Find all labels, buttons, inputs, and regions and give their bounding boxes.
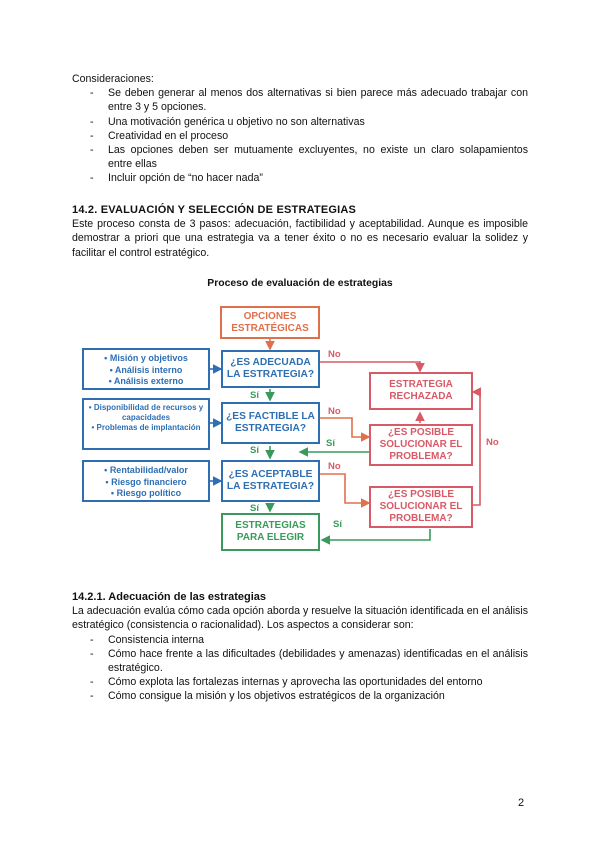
list-item [84, 423, 208, 433]
options-box: OPCIONES ESTRATÉGICAS [220, 306, 320, 339]
list-item-text: Riesgo político [116, 488, 182, 498]
bullet-mark: - [90, 87, 94, 100]
list-item-text: Cómo explota las fortalezas internas y aprovecha las oportunidades del entorno [108, 676, 483, 689]
arrow-no-3 [320, 474, 369, 503]
list-item-text: Una motivación genérica u objetivo no son alternativas [108, 115, 365, 128]
label-yes-1: Sí [250, 390, 259, 401]
bullet-mark: - [90, 647, 94, 660]
solve-problem-box-2: ¿ES POSIBLE SOLUCIONAR EL PROBLEMA? [369, 486, 473, 528]
section-paragraph: La adecuación evalúa cómo cada opción aborda y resuelve la situación identificada en el análisis estratégico (consistencia o racionalidad). Los aspectos a considerar son: [72, 605, 528, 632]
arrow-no-2 [320, 418, 369, 437]
bullet-mark: • [110, 488, 115, 498]
list-item [84, 465, 208, 477]
list-item-text: Incluir opción de “no hacer nada” [108, 172, 263, 185]
list-item-text: Rentabilidad/valor [109, 465, 188, 475]
bullet-mark: - [90, 144, 94, 157]
page-number: 2 [518, 797, 525, 809]
feasible-question-box: ¿ES FACTIBLE LA ESTRATEGIA? [221, 402, 320, 444]
bullet-mark: - [90, 690, 94, 703]
bullet-mark: • [104, 465, 108, 475]
bullet-mark: • [104, 353, 108, 363]
list-item [72, 647, 528, 675]
list-item [84, 353, 208, 365]
bullet-mark: - [90, 129, 94, 142]
result-box: ESTRATEGIAS PARA ELEGIR [221, 513, 320, 551]
list-item-text: Las opciones deben ser mutuamente excluyentes, no existe un claro solapamientos entre ellas [108, 144, 528, 171]
list-item [84, 477, 208, 489]
list-item [84, 403, 208, 423]
list-item-text: Consistencia interna [108, 633, 204, 646]
section-paragraph: Este proceso consta de 3 pasos: adecuación, factibilidad y aceptabilidad. Aunque es imposible demostrar a priori que una estrategia va a tener éxito o no es necesario evaluar la solidez y facilitar el control estratégico. [72, 218, 528, 259]
list-item-text: Se deben generar al menos dos alternativas si bien parece más adecuado trabajar con entre 3 y 5 opciones. [108, 87, 528, 114]
diagram-title: Proceso de evaluación de estrategias [207, 278, 393, 289]
considerations-title: Consideraciones: [72, 73, 154, 85]
solve-problem-box-1: ¿ES POSIBLE SOLUCIONAR EL PROBLEMA? [369, 424, 473, 466]
adequate-question-box: ¿ES ADECUADA LA ESTRATEGIA? [221, 350, 320, 388]
list-item [84, 365, 208, 377]
list-item-text: Disponibilidad de recursos y capacidades [93, 403, 204, 422]
list-item-text: Cómo consigue la misión y los objetivos estratégicos de la organización [108, 690, 445, 703]
bullet-mark: - [90, 676, 94, 689]
bullet-mark: - [90, 633, 94, 646]
list-item-text: Análisis externo [113, 376, 184, 386]
rejected-box: ESTRATEGIA RECHAZADA [369, 372, 473, 410]
bullet-mark: • [109, 364, 113, 375]
list-item [72, 633, 528, 647]
side-box-adequacy [82, 348, 210, 390]
label-no-loop: No [486, 437, 499, 448]
label-yes-solve2: Sí [333, 519, 342, 530]
bullet-mark: • [108, 376, 112, 386]
section-heading: 14.2. EVALUACIÓN Y SELECCIÓN DE ESTRATEGIAS [72, 204, 357, 216]
bullet-mark: - [90, 115, 94, 128]
adequacy-aspects-list [72, 633, 528, 704]
list-item [72, 675, 528, 689]
section-heading: 14.2.1. Adecuación de las estrategias [72, 591, 267, 603]
section-14-2-1 [72, 590, 528, 704]
list-item [84, 488, 208, 500]
bullet-mark: - [90, 172, 94, 185]
side-box-acceptability [82, 460, 210, 502]
list-item-text: Riesgo financiero [111, 476, 187, 487]
list-item [84, 376, 208, 388]
label-yes-solve1: Sí [326, 438, 335, 449]
bullet-mark: • [105, 476, 109, 487]
label-no-2: No [328, 406, 341, 417]
label-yes-3: Sí [250, 503, 259, 514]
label-no-1: No [328, 349, 341, 360]
list-item-text: Problemas de implantación [96, 423, 201, 432]
label-yes-2: Sí [250, 445, 259, 456]
bullet-mark: • [88, 403, 92, 412]
arrow-no-1 [320, 362, 420, 371]
acceptable-question-box: ¿ES ACEPTABLE LA ESTRATEGIA? [221, 460, 320, 502]
side-box-feasibility [82, 398, 210, 450]
label-no-3: No [328, 461, 341, 472]
list-item-text: Creatividad en el proceso [108, 129, 229, 142]
list-item-text: Cómo hace frente a las dificultades (debilidades y amenazas) identificadas en el análisis estratégico. [108, 647, 528, 675]
list-item [72, 689, 528, 703]
bullet-mark: • [91, 423, 95, 432]
list-item-text: Análisis interno [114, 364, 183, 375]
list-item-text: Misión y objetivos [109, 353, 188, 363]
